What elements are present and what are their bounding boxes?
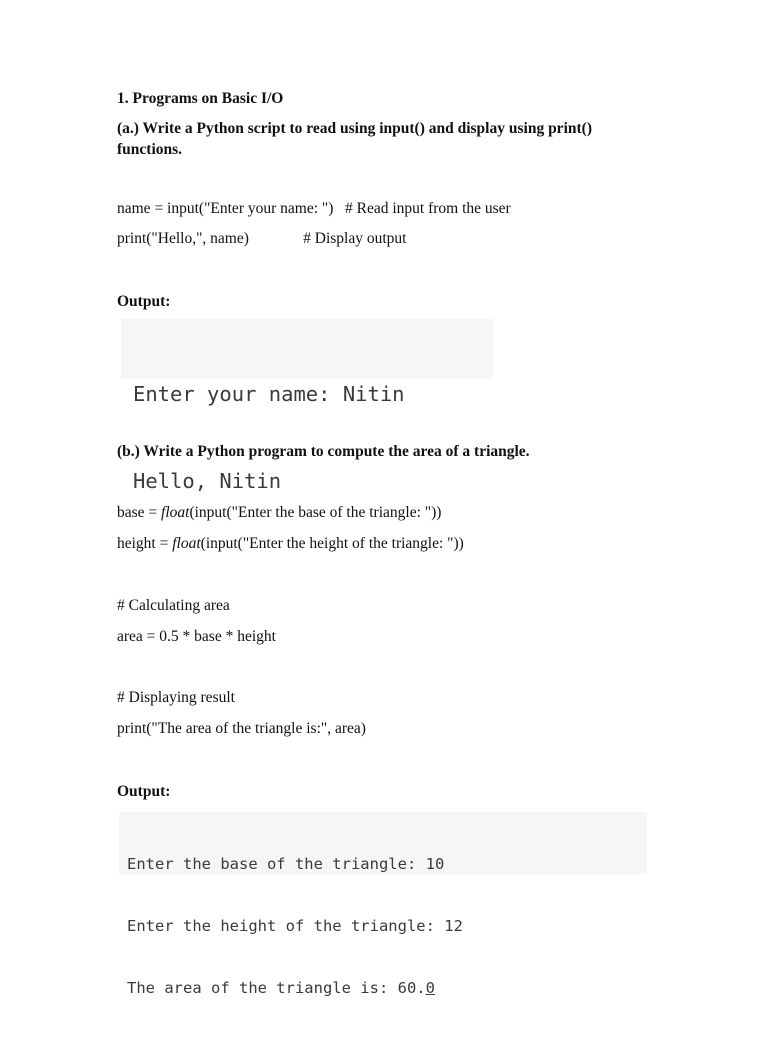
part-b-output-console [119, 812, 647, 997]
part-b-output-label: Output: [117, 783, 171, 800]
part-b-output-line-1: Enter the base of the triangle: 10 [127, 855, 445, 874]
code-height-func: float [172, 535, 201, 552]
part-a-code-line-1: name = input("Enter your name: ") # Read input from the user [117, 200, 511, 217]
code-base-prefix: base = [117, 504, 162, 521]
code-height-prefix: height = [117, 535, 173, 552]
section-heading: 1. Programs on Basic I/O [117, 90, 284, 107]
part-b-output-line-3-text: The area of the triangle is: 60. [127, 978, 426, 997]
part-a-output-label: Output: [117, 293, 171, 310]
part-a-output-line-1: Enter your name: Nitin [133, 382, 405, 406]
part-b-output-line-2: Enter the height of the triangle: 12 [127, 916, 463, 935]
part-a-code-line-2: print("Hello,", name) # Display output [117, 230, 407, 247]
part-b-comment-calculating: # Calculating area [117, 597, 230, 614]
part-b-question: (b.) Write a Python program to compute the area of a triangle. [117, 443, 530, 460]
part-b-output-line-3 [127, 978, 647, 999]
part-b-comment-displaying: # Displaying result [117, 689, 235, 706]
part-b-code-print: print("The area of the triangle is:", area) [117, 720, 366, 737]
part-a-output-line-2: Hello, Nitin [133, 469, 282, 493]
code-base-func: float [161, 504, 190, 521]
part-b-code-base [117, 503, 441, 523]
text-cursor: 0 [425, 978, 435, 997]
code-base-suffix: (input("Enter the base of the triangle: ")) [189, 504, 442, 521]
code-height-suffix: (input("Enter the height of the triangle: ")) [200, 535, 464, 552]
part-a-question-line-1: (a.) Write a Python script to read using input() and display using print() [117, 120, 592, 137]
part-b-code-area: area = 0.5 * base * height [117, 628, 276, 645]
part-a-question-line-2: functions. [117, 141, 183, 158]
part-b-code-height [117, 534, 464, 554]
